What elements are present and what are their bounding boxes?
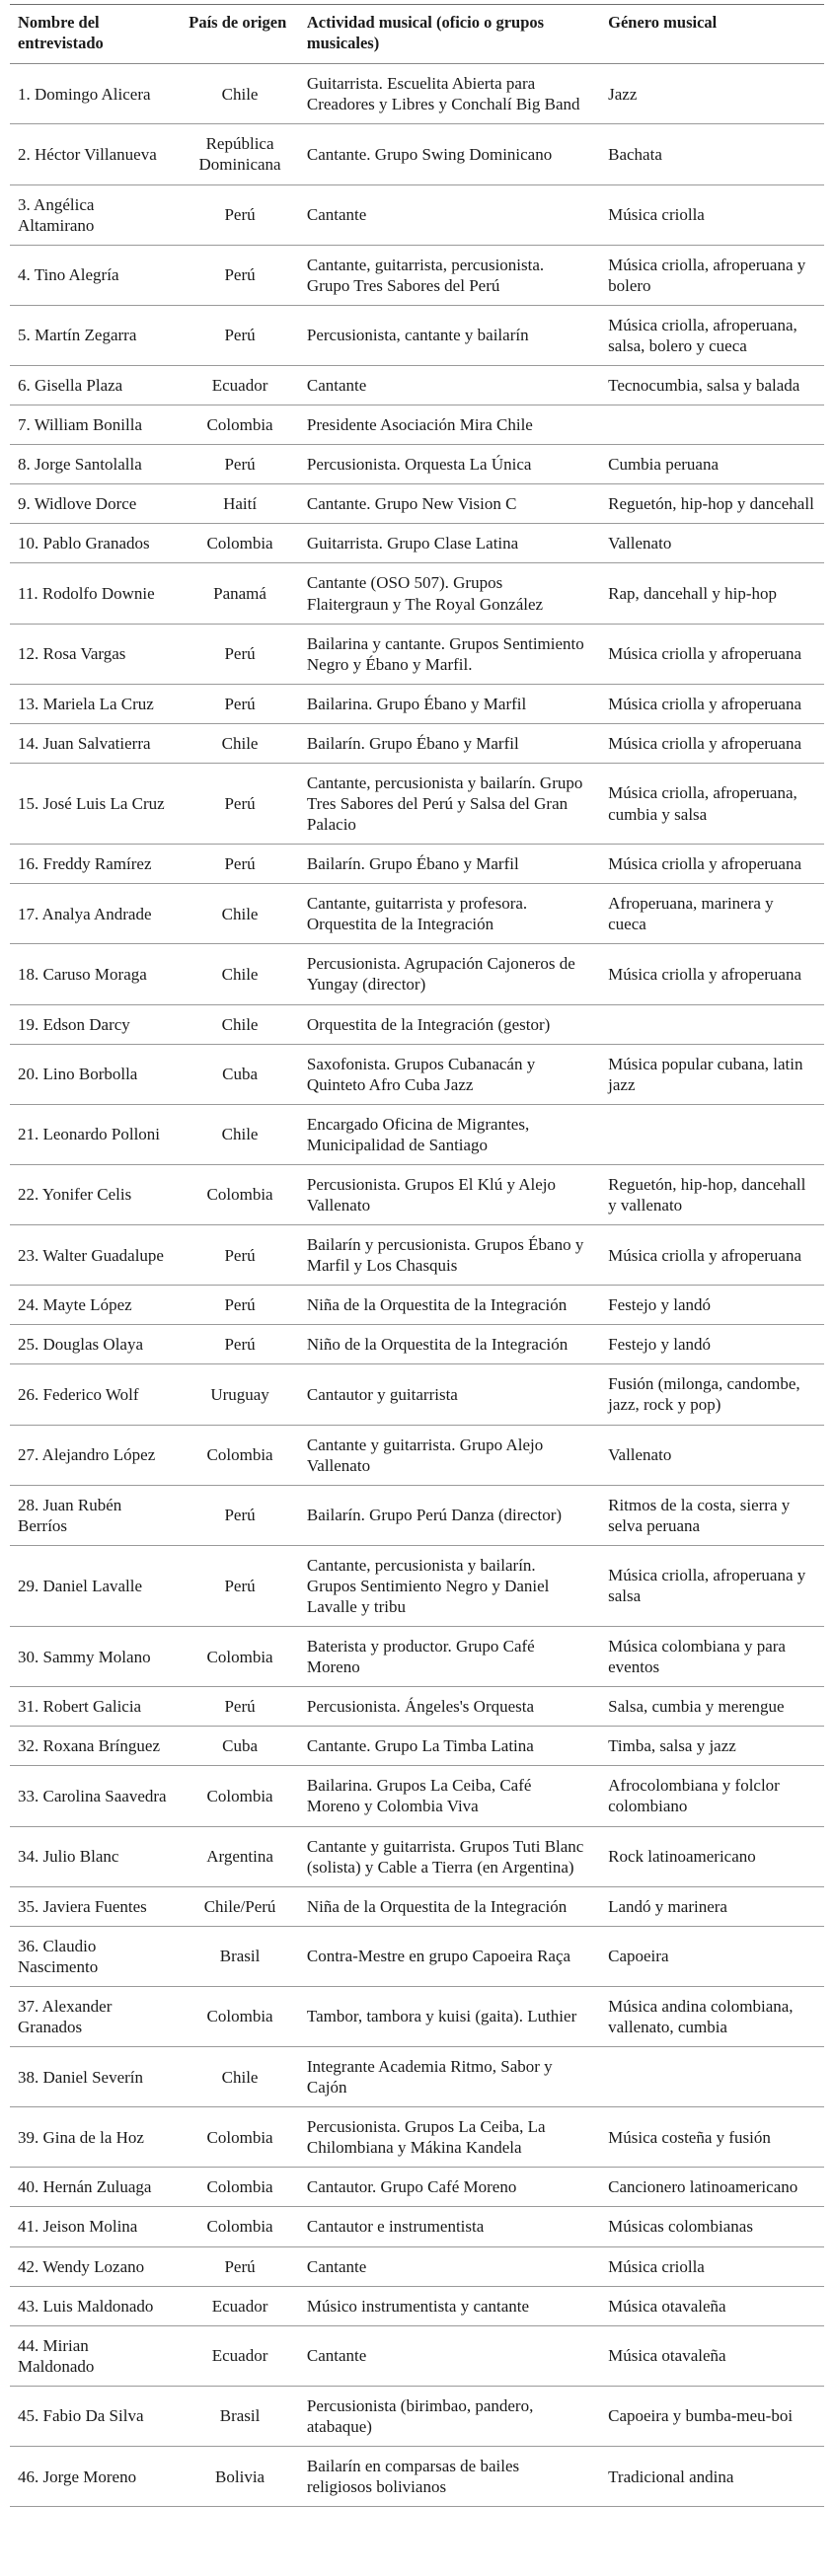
cell-pais: Colombia: [181, 1425, 299, 1485]
cell-pais: Perú: [181, 1325, 299, 1364]
cell-nombre: 10. Pablo Granados: [10, 524, 181, 563]
cell-nombre: 33. Carolina Saavedra: [10, 1766, 181, 1826]
cell-actividad: Bailarín en comparsas de bailes religiosos bolivianos: [299, 2447, 600, 2507]
cell-pais: Chile: [181, 723, 299, 763]
cell-nombre: 17. Analya Andrade: [10, 884, 181, 944]
cell-nombre: 7. William Bonilla: [10, 405, 181, 445]
table-row: [10, 366, 824, 405]
cell-pais: Perú: [181, 1286, 299, 1325]
cell-pais: Ecuador: [181, 2325, 299, 2386]
table-row: [10, 1687, 824, 1727]
cell-actividad: Tambor, tambora y kuisi (gaita). Luthier: [299, 1986, 600, 2046]
cell-pais: Brasil: [181, 1926, 299, 1986]
cell-genero: Música criolla, afroperuana y salsa: [600, 1545, 824, 1626]
cell-genero: Vallenato: [600, 524, 824, 563]
table-row: [10, 1104, 824, 1164]
cell-actividad: Cantante, percusionista y bailarín. Grupo Tres Sabores del Perú y Salsa del Gran Palacio: [299, 763, 600, 844]
header-nombre: Nombre del entrevistado: [10, 5, 181, 64]
cell-pais: República Dominicana: [181, 124, 299, 184]
cell-pais: Chile: [181, 1104, 299, 1164]
cell-nombre: 45. Fabio Da Silva: [10, 2386, 181, 2446]
cell-actividad: Bailarina. Grupo Ébano y Marfil: [299, 684, 600, 723]
cell-pais: Brasil: [181, 2386, 299, 2446]
cell-actividad: Orquestita de la Integración (gestor): [299, 1004, 600, 1044]
table-row: [10, 1545, 824, 1626]
cell-genero: Música criolla y afroperuana: [600, 684, 824, 723]
cell-actividad: Guitarrista. Escuelita Abierta para Creadores y Libres y Conchalí Big Band: [299, 64, 600, 124]
table-row: [10, 1286, 824, 1325]
cell-nombre: 25. Douglas Olaya: [10, 1325, 181, 1364]
cell-pais: Cuba: [181, 1727, 299, 1766]
cell-actividad: Niña de la Orquestita de la Integración: [299, 1286, 600, 1325]
cell-nombre: 35. Javiera Fuentes: [10, 1886, 181, 1926]
cell-actividad: Cantautor. Grupo Café Moreno: [299, 2168, 600, 2207]
cell-nombre: 22. Yonifer Celis: [10, 1164, 181, 1224]
cell-genero: Ritmos de la costa, sierra y selva peruana: [600, 1485, 824, 1545]
cell-genero: Música criolla y afroperuana: [600, 845, 824, 884]
cell-nombre: 2. Héctor Villanueva: [10, 124, 181, 184]
table-row: [10, 1886, 824, 1926]
table-row: [10, 2447, 824, 2507]
table-row: [10, 524, 824, 563]
cell-nombre: 46. Jorge Moreno: [10, 2447, 181, 2507]
table-row: [10, 64, 824, 124]
cell-genero: Música criolla y afroperuana: [600, 624, 824, 684]
cell-genero: Capoeira y bumba-meu-boi: [600, 2386, 824, 2446]
cell-actividad: Cantante (OSO 507). Grupos Flaitergraun y The Royal González: [299, 563, 600, 624]
header-genero: Género musical: [600, 5, 824, 64]
cell-pais: Colombia: [181, 524, 299, 563]
table-row: [10, 1986, 824, 2046]
cell-genero: Música criolla: [600, 2246, 824, 2286]
cell-actividad: Bailarín. Grupo Perú Danza (director): [299, 1485, 600, 1545]
cell-nombre: 12. Rosa Vargas: [10, 624, 181, 684]
cell-nombre: 34. Julio Blanc: [10, 1826, 181, 1886]
table-row: [10, 2107, 824, 2168]
cell-genero: Cancionero latinoamericano: [600, 2168, 824, 2207]
cell-nombre: 13. Mariela La Cruz: [10, 684, 181, 723]
cell-nombre: 5. Martín Zegarra: [10, 305, 181, 365]
table-row: [10, 2047, 824, 2107]
cell-actividad: Cantante y guitarrista. Grupos Tuti Blanc (solista) y Cable a Tierra (en Argentina): [299, 1826, 600, 1886]
cell-actividad: Percusionista. Orquesta La Única: [299, 445, 600, 484]
table-row: [10, 445, 824, 484]
cell-pais: Cuba: [181, 1044, 299, 1104]
cell-genero: Afrocolombiana y folclor colombiano: [600, 1766, 824, 1826]
cell-pais: Perú: [181, 763, 299, 844]
cell-genero: Rock latinoamericano: [600, 1826, 824, 1886]
cell-pais: Panamá: [181, 563, 299, 624]
cell-nombre: 16. Freddy Ramírez: [10, 845, 181, 884]
cell-actividad: Guitarrista. Grupo Clase Latina: [299, 524, 600, 563]
cell-pais: Argentina: [181, 1826, 299, 1886]
cell-pais: Perú: [181, 305, 299, 365]
cell-pais: Perú: [181, 1485, 299, 1545]
table-row: [10, 1425, 824, 1485]
cell-pais: Uruguay: [181, 1364, 299, 1425]
cell-genero: Tradicional andina: [600, 2447, 824, 2507]
interviewees-table: [10, 4, 824, 2507]
cell-nombre: 40. Hernán Zuluaga: [10, 2168, 181, 2207]
cell-actividad: Percusionista. Grupos La Ceiba, La Chilombiana y Mákina Kandela: [299, 2107, 600, 2168]
cell-nombre: 15. José Luis La Cruz: [10, 763, 181, 844]
table-row: [10, 405, 824, 445]
cell-nombre: 42. Wendy Lozano: [10, 2246, 181, 2286]
cell-actividad: Cantautor y guitarrista: [299, 1364, 600, 1425]
cell-nombre: 37. Alexander Granados: [10, 1986, 181, 2046]
cell-genero: Afroperuana, marinera y cueca: [600, 884, 824, 944]
table-row: [10, 1826, 824, 1886]
cell-pais: Colombia: [181, 1986, 299, 2046]
cell-genero: Música andina colombiana, vallenato, cumbia: [600, 1986, 824, 2046]
cell-pais: Bolivia: [181, 2447, 299, 2507]
cell-nombre: 19. Edson Darcy: [10, 1004, 181, 1044]
cell-genero: Landó y marinera: [600, 1886, 824, 1926]
cell-actividad: Percusionista (birimbao, pandero, atabaque): [299, 2386, 600, 2446]
cell-actividad: Cantante: [299, 184, 600, 245]
table-row: [10, 1325, 824, 1364]
cell-actividad: Bailarín y percusionista. Grupos Ébano y Marfil y Los Chasquis: [299, 1225, 600, 1286]
cell-pais: Perú: [181, 845, 299, 884]
cell-pais: Perú: [181, 1687, 299, 1727]
table-row: [10, 1926, 824, 1986]
cell-genero: Bachata: [600, 124, 824, 184]
cell-nombre: 38. Daniel Severín: [10, 2047, 181, 2107]
cell-pais: Perú: [181, 684, 299, 723]
table-row: [10, 1044, 824, 1104]
cell-actividad: Cantante. Grupo Swing Dominicano: [299, 124, 600, 184]
cell-genero: Música otavaleña: [600, 2286, 824, 2325]
cell-actividad: Percusionista. Agrupación Cajoneros de Yungay (director): [299, 944, 600, 1004]
cell-genero: Música otavaleña: [600, 2325, 824, 2386]
cell-actividad: Percusionista. Ángeles's Orquesta: [299, 1687, 600, 1727]
table-row: [10, 2246, 824, 2286]
table-row: [10, 684, 824, 723]
cell-nombre: 1. Domingo Alicera: [10, 64, 181, 124]
cell-genero: Festejo y landó: [600, 1286, 824, 1325]
table-row: [10, 1766, 824, 1826]
cell-actividad: Percusionista. Grupos El Klú y Alejo Vallenato: [299, 1164, 600, 1224]
table-row: [10, 2325, 824, 2386]
table-row: [10, 944, 824, 1004]
cell-nombre: 9. Widlove Dorce: [10, 484, 181, 524]
table-header: [10, 5, 824, 64]
cell-genero: [600, 1004, 824, 1044]
cell-genero: Vallenato: [600, 1425, 824, 1485]
cell-genero: Música criolla y afroperuana: [600, 723, 824, 763]
cell-actividad: Cantante, percusionista y bailarín. Grupos Sentimiento Negro y Daniel Lavalle y tribu: [299, 1545, 600, 1626]
cell-pais: Perú: [181, 1225, 299, 1286]
cell-actividad: Bailarín. Grupo Ébano y Marfil: [299, 845, 600, 884]
cell-nombre: 23. Walter Guadalupe: [10, 1225, 181, 1286]
cell-pais: Chile: [181, 1004, 299, 1044]
cell-actividad: Cantautor e instrumentista: [299, 2207, 600, 2246]
cell-nombre: 26. Federico Wolf: [10, 1364, 181, 1425]
cell-nombre: 44. Mirian Maldonado: [10, 2325, 181, 2386]
cell-pais: Perú: [181, 184, 299, 245]
table-row: [10, 245, 824, 305]
cell-nombre: 6. Gisella Plaza: [10, 366, 181, 405]
cell-genero: Festejo y landó: [600, 1325, 824, 1364]
cell-genero: Salsa, cumbia y merengue: [600, 1687, 824, 1727]
cell-actividad: Cantante: [299, 2246, 600, 2286]
cell-nombre: 4. Tino Alegría: [10, 245, 181, 305]
cell-nombre: 24. Mayte López: [10, 1286, 181, 1325]
table-row: [10, 2286, 824, 2325]
cell-genero: Música criolla y afroperuana: [600, 1225, 824, 1286]
cell-actividad: Niño de la Orquestita de la Integración: [299, 1325, 600, 1364]
cell-pais: Colombia: [181, 2168, 299, 2207]
cell-nombre: 36. Claudio Nascimento: [10, 1926, 181, 1986]
cell-pais: Perú: [181, 245, 299, 305]
table-row: [10, 2168, 824, 2207]
cell-pais: Chile: [181, 944, 299, 1004]
cell-nombre: 14. Juan Salvatierra: [10, 723, 181, 763]
cell-actividad: Bailarina. Grupos La Ceiba, Café Moreno y Colombia Viva: [299, 1766, 600, 1826]
cell-actividad: Presidente Asociación Mira Chile: [299, 405, 600, 445]
cell-nombre: 31. Robert Galicia: [10, 1687, 181, 1727]
cell-actividad: Cantante. Grupo La Timba Latina: [299, 1727, 600, 1766]
cell-genero: Música costeña y fusión: [600, 2107, 824, 2168]
table-row: [10, 845, 824, 884]
table-row: [10, 124, 824, 184]
cell-pais: Chile: [181, 2047, 299, 2107]
cell-pais: Ecuador: [181, 366, 299, 405]
table-row: [10, 1004, 824, 1044]
cell-nombre: 39. Gina de la Hoz: [10, 2107, 181, 2168]
cell-pais: Chile: [181, 64, 299, 124]
table-row: [10, 1627, 824, 1687]
cell-pais: Perú: [181, 1545, 299, 1626]
header-pais: País de origen: [181, 5, 299, 64]
cell-pais: Colombia: [181, 1164, 299, 1224]
cell-genero: Tecnocumbia, salsa y balada: [600, 366, 824, 405]
cell-pais: Perú: [181, 624, 299, 684]
cell-nombre: 3. Angélica Altamirano: [10, 184, 181, 245]
cell-pais: Perú: [181, 2246, 299, 2286]
table-row: [10, 184, 824, 245]
cell-actividad: Bailarín. Grupo Ébano y Marfil: [299, 723, 600, 763]
cell-pais: Perú: [181, 445, 299, 484]
cell-nombre: 28. Juan Rubén Berríos: [10, 1485, 181, 1545]
cell-nombre: 29. Daniel Lavalle: [10, 1545, 181, 1626]
cell-genero: Música criolla y afroperuana: [600, 944, 824, 1004]
cell-nombre: 11. Rodolfo Downie: [10, 563, 181, 624]
cell-genero: Música criolla: [600, 184, 824, 245]
header-actividad: Actividad musical (oficio o grupos musicales): [299, 5, 600, 64]
cell-nombre: 21. Leonardo Polloni: [10, 1104, 181, 1164]
cell-actividad: Saxofonista. Grupos Cubanacán y Quinteto Afro Cuba Jazz: [299, 1044, 600, 1104]
cell-actividad: Contra-Mestre en grupo Capoeira Raça: [299, 1926, 600, 1986]
cell-actividad: Encargado Oficina de Migrantes, Municipalidad de Santiago: [299, 1104, 600, 1164]
cell-nombre: 20. Lino Borbolla: [10, 1044, 181, 1104]
cell-pais: Haití: [181, 484, 299, 524]
cell-actividad: Percusionista, cantante y bailarín: [299, 305, 600, 365]
table-row: [10, 1225, 824, 1286]
cell-actividad: Baterista y productor. Grupo Café Moreno: [299, 1627, 600, 1687]
cell-actividad: Cantante, guitarrista y profesora. Orquestita de la Integración: [299, 884, 600, 944]
cell-genero: Reguetón, hip-hop, dancehall y vallenato: [600, 1164, 824, 1224]
cell-genero: Jazz: [600, 64, 824, 124]
cell-genero: Música criolla, afroperuana y bolero: [600, 245, 824, 305]
cell-pais: Colombia: [181, 405, 299, 445]
cell-pais: Colombia: [181, 2207, 299, 2246]
cell-genero: [600, 1104, 824, 1164]
table-body: [10, 64, 824, 2507]
cell-nombre: 30. Sammy Molano: [10, 1627, 181, 1687]
cell-actividad: Bailarina y cantante. Grupos Sentimiento Negro y Ébano y Marfil.: [299, 624, 600, 684]
table-row: [10, 1164, 824, 1224]
cell-genero: Reguetón, hip-hop y dancehall: [600, 484, 824, 524]
cell-genero: Fusión (milonga, candombe, jazz, rock y pop): [600, 1364, 824, 1425]
cell-pais: Colombia: [181, 1627, 299, 1687]
cell-genero: Músicas colombianas: [600, 2207, 824, 2246]
cell-nombre: 43. Luis Maldonado: [10, 2286, 181, 2325]
table-row: [10, 305, 824, 365]
cell-genero: Música colombiana y para eventos: [600, 1627, 824, 1687]
table-row: [10, 723, 824, 763]
cell-actividad: Cantante: [299, 2325, 600, 2386]
cell-genero: Timba, salsa y jazz: [600, 1727, 824, 1766]
cell-pais: Chile: [181, 884, 299, 944]
cell-pais: Ecuador: [181, 2286, 299, 2325]
table-row: [10, 1364, 824, 1425]
cell-actividad: Niña de la Orquestita de la Integración: [299, 1886, 600, 1926]
table-row: [10, 884, 824, 944]
cell-actividad: Cantante, guitarrista, percusionista. Grupo Tres Sabores del Perú: [299, 245, 600, 305]
cell-actividad: Músico instrumentista y cantante: [299, 2286, 600, 2325]
cell-genero: Música criolla, afroperuana, salsa, bolero y cueca: [600, 305, 824, 365]
cell-actividad: Cantante y guitarrista. Grupo Alejo Vallenato: [299, 1425, 600, 1485]
cell-genero: [600, 2047, 824, 2107]
cell-genero: Cumbia peruana: [600, 445, 824, 484]
cell-actividad: Cantante. Grupo New Vision C: [299, 484, 600, 524]
cell-nombre: 8. Jorge Santolalla: [10, 445, 181, 484]
table-row: [10, 2386, 824, 2446]
cell-genero: Capoeira: [600, 1926, 824, 1986]
cell-genero: Rap, dancehall y hip-hop: [600, 563, 824, 624]
cell-nombre: 41. Jeison Molina: [10, 2207, 181, 2246]
cell-genero: Música popular cubana, latin jazz: [600, 1044, 824, 1104]
cell-nombre: 18. Caruso Moraga: [10, 944, 181, 1004]
cell-pais: Colombia: [181, 2107, 299, 2168]
table-row: [10, 484, 824, 524]
table-row: [10, 1727, 824, 1766]
table-row: [10, 763, 824, 844]
table-row: [10, 624, 824, 684]
cell-genero: [600, 405, 824, 445]
cell-pais: Chile/Perú: [181, 1886, 299, 1926]
table-row: [10, 563, 824, 624]
cell-actividad: Integrante Academia Ritmo, Sabor y Cajón: [299, 2047, 600, 2107]
table-row: [10, 2207, 824, 2246]
header-row: [10, 5, 824, 64]
cell-pais: Colombia: [181, 1766, 299, 1826]
cell-nombre: 27. Alejandro López: [10, 1425, 181, 1485]
cell-genero: Música criolla, afroperuana, cumbia y salsa: [600, 763, 824, 844]
cell-actividad: Cantante: [299, 366, 600, 405]
table-row: [10, 1485, 824, 1545]
cell-nombre: 32. Roxana Brínguez: [10, 1727, 181, 1766]
